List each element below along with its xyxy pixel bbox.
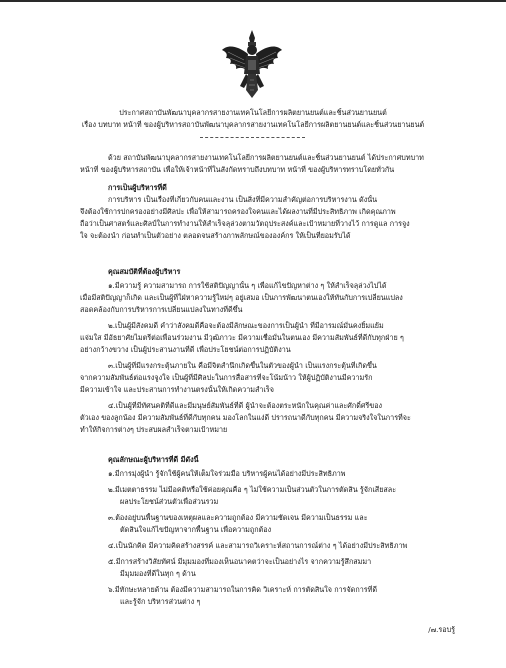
section2-line: ๔.เป็นผู้ที่มีทัศนคติที่ดีและมีมนุษย์สัมพันธ์ที่ดี ผู้นำจะต้องตระหนักในคุณค่าและศักดิ์ศรีของ (108, 401, 383, 410)
header-title-line2: เรื่อง บทบาท หน้าที่ ของผู้บริหารสถาบันพัฒนาบุคลากรสายงานเทคโนโลยีการผลิตยานยนต์และชิ้นส่วนยานยนต์ (81, 120, 425, 129)
section1-line: การบริหาร เป็นเรื่องที่เกี่ยวกับคนและงาน เป็นสิ่งที่มีความสำคัญต่อการบริหารงาน ดังนั้น (108, 195, 378, 204)
section3-line: ๕.มีการสร้างวิสัยทัศน์ มีมุมมองที่มองเห็นอนาคตว่าจะเป็นอย่างไร จากความรู้สึกสมมา (108, 557, 372, 566)
section3-line: ๒.มีเมตตาธรรม ไม่มีอคติหรือใช้ค่อยคุณคือ ๆ ไม่ใช้ความเป็นส่วนตัวในการตัดสิน รู้จักเสียสละ (108, 485, 397, 494)
intro-line1: ด้วย สถาบันพัฒนาบุคลากรสายงานเทคโนโลยีการผลิตยานยนต์และชิ้นส่วนยานยนต์ ได้ประกาศบทบาท (108, 153, 424, 162)
section2-line: ๓.เป็นผู้ที่มีแรงกระตุ้นภายใน คือมีจิตสำนึกเกิดขึ้นในตัวของผู้นำ เป็นแรงกระตุ้นที่เกิดขึ้น (108, 361, 377, 370)
section3-heading: คุณลักษณะผู้บริหารที่ดี มีดังนี้ (108, 455, 199, 464)
section1-line: ใจ จะต้องนำ ก่อนทำเป็นตัวอย่าง ตลอดจนสร้างภาพลักษณ์ขององค์กร ให้เป็นที่ยอมรับได้ (80, 231, 351, 240)
section2-line: แจ่มใส มีอัธยาศัยไมตรีต่อเพื่อนร่วมงาน มีวุฒิภาวะ มีความเชื่อมั่นในตนเอง มีความสัมพันธ์ที่ดีกับทุกฝ่าย ๆ (80, 333, 404, 342)
section3-line: ๔.เป็นนักคิด มีความคิดสร้างสรรค์ และสามารถวิเคราะห์สถานการณ์ต่าง ๆ ได้อย่างมีประสิทธิภาพ (108, 541, 408, 550)
section2-line: ๑.มีความรู้ ความสามารถ การใช้สติปัญญานั้น ๆ เพื่อแก้ไขปัญหาต่าง ๆ ให้สำเร็จลุล่วงไปได้ (108, 281, 387, 290)
section2-heading: คุณสมบัติที่ต้องผู้บริหาร (108, 267, 181, 276)
section3-line: ตัดสินใจแก้ไขปัญหาจากพื้นฐาน เพื่อความถูกต้อง (120, 525, 272, 534)
section3-line: มีมุมมองที่ดีในทุก ๆ ด้าน (120, 569, 196, 578)
section1-heading: การเป็นผู้บริหารที่ดี (108, 183, 167, 192)
section2-line: อย่างกว้างขวาง เป็นผู้ประสานงานที่ดี เพื่อประโยชน์ต่อการปฏิบัติงาน (80, 345, 291, 354)
section3-line: ๖.มีทักษะหลายด้าน ต้องมีความสามารถในการคิด วิเคราะห์ การตัดสินใจ การจัดการที่ดี (108, 585, 378, 594)
section2-line: เมื่อมีสติปัญญาก็เกิด และเป็นผู้ที่ใฝ่หาความรู้ใหม่ๆ อยู่เสมอ เป็นการพัฒนาตนเองให้ทันกับการเปลี่ยนแปลง (80, 293, 403, 302)
section2-line: จากความสัมพันธ์ต่อแรงจูงใจ เป็นผู้ที่มีศิลปะในการสื่อสารที่จะโน้มน้าว ให้ผู้ปฏิบัติงานมีความรัก (80, 373, 373, 382)
section2-line: ๒.เป็นผู้มีสังคมดี คำว่าสังคมดีคือจะต้องมีลักษณะของการเป็นผู้นำ ที่มีอารมณ์มั่นคงยิ้มแย้ม (108, 321, 384, 330)
section3-line: ๑.มีการมุ่งผู้นำ รู้จักใช้ผู้คนให้เต็มใจร่วมมือ บริหารผู้คนได้อย่างมีประสิทธิภาพ (108, 469, 346, 478)
intro-line2: หน้าที่ ของผู้บริหารสถาบัน เพื่อให้เจ้าหน้าที่ในสังกัดทราบถึงบทบาท หน้าที่ ของผู้บริหารทราบโดยทั่วกัน (80, 165, 395, 174)
section2-line: ทำให้กิจการต่างๆ ประสบผลสำเร็จตามเป้าหมาย (80, 425, 228, 434)
section1-line: จึงต้องใช้การปกครองอย่างมีศิลปะ เพื่อให้สามารถครองใจคนและได้ผลงานที่มีประสิทธิภาพ เกิดคุณภาพ (80, 207, 396, 216)
section2-line: มีความเข้าใจ และประสานการทำงานตรงนั้นให้เกิดความสำเร็จ (80, 385, 274, 394)
section3-line: ผลประโยชน์ส่วนตัวเพื่อส่วนรวม (120, 497, 219, 506)
section3-line: ๓.ต้องอยู่บนพื้นฐานของเหตุผลและความถูกต้อง มีความชัดเจน มีความเป็นธรรม และ (108, 513, 368, 522)
page-continuation-marker: /๗.รอบรู้ (428, 625, 455, 634)
header-title-line1: ประกาศสถาบันพัฒนาบุคลากรสายงานเทคโนโลยีการผลิตยานยนต์และชิ้นส่วนยานยนต์ (119, 108, 387, 117)
top-border (0, 0, 506, 2)
garuda-emblem-icon (220, 28, 284, 100)
section3-line: และรู้จัก บริหารส่วนต่าง ๆ (120, 597, 201, 606)
section2-line: สอดคล้องกับการบริหารการเปลี่ยนแปลงในทางที่ดีขึ้น (80, 305, 243, 314)
header-separator (200, 137, 305, 138)
section2-line: ตัวเอง ของลูกน้อง มีความสัมพันธ์ที่ดีกับทุกคน มองโลกในแง่ดี ปรารถนาดีกับทุกคน มีความจริงใจในการที่จะ (80, 413, 411, 422)
section1-line: ถือว่าเป็นศาสตร์และศิลป์ในการทำงานให้สำเร็จลุล่วงตามวัตถุประสงค์และเป้าหมายที่วางไว้ การดูแล การจูง (80, 219, 410, 228)
